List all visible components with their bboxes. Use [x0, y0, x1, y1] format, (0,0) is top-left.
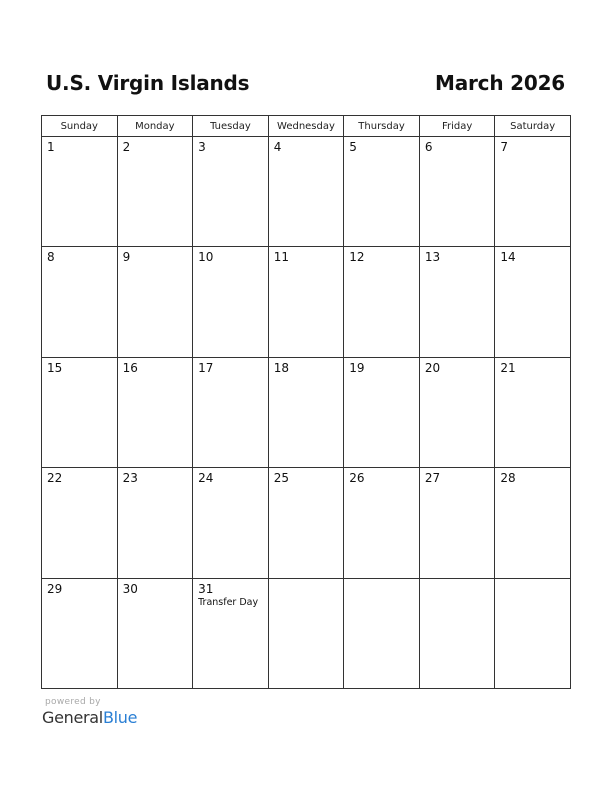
day-number: 7	[500, 140, 509, 154]
day-number	[420, 579, 495, 582]
day-cell	[117, 357, 193, 467]
day-number: 21	[500, 360, 516, 375]
day-cell	[117, 247, 193, 357]
day-cell	[419, 137, 495, 247]
day-number: 11	[273, 250, 289, 265]
day-number: 20	[424, 360, 441, 375]
day-number: 5	[349, 140, 357, 154]
day-cell	[193, 357, 269, 467]
day-number: 9	[122, 250, 131, 265]
day-number: 16	[122, 360, 138, 375]
brand-logo-general: General	[42, 708, 103, 727]
day-cell	[495, 247, 571, 357]
week-row	[42, 137, 571, 247]
day-number: 4	[273, 140, 282, 154]
day-cell	[193, 468, 269, 578]
day-cell	[344, 137, 420, 247]
day-cell	[42, 357, 118, 467]
day-cell	[268, 357, 344, 467]
week-row	[42, 468, 571, 578]
day-number: 23	[122, 471, 138, 486]
week-row	[42, 578, 571, 688]
day-number: 26	[349, 471, 365, 486]
day-number	[269, 579, 344, 582]
powered-by-text: powered by	[45, 697, 101, 707]
day-cell	[268, 247, 344, 357]
region-title: U.S. Virgin Islands	[46, 71, 250, 95]
day-cell-empty	[344, 578, 420, 688]
day-number: 12	[349, 250, 365, 265]
day-number: 6	[424, 140, 433, 154]
day-number: 28	[500, 471, 516, 486]
day-number: 31	[198, 581, 214, 596]
day-cell-empty	[419, 578, 495, 688]
day-number: 10	[198, 250, 214, 265]
day-number: 2	[122, 140, 131, 154]
day-number: 14	[500, 250, 516, 265]
day-number: 18	[273, 360, 289, 375]
day-number: 30	[122, 581, 138, 596]
calendar-grid	[41, 115, 571, 689]
weekday-header-row	[42, 116, 571, 137]
day-cell	[117, 468, 193, 578]
day-cell	[344, 247, 420, 357]
day-number	[344, 579, 419, 582]
day-cell	[344, 357, 420, 467]
weekday-header: Sunday	[42, 116, 118, 137]
day-cell	[495, 468, 571, 578]
day-cell	[268, 137, 344, 247]
day-cell	[193, 137, 269, 247]
day-cell	[419, 468, 495, 578]
day-cell	[42, 578, 118, 688]
day-number: 24	[198, 471, 214, 486]
day-cell-empty	[495, 578, 571, 688]
day-cell	[344, 468, 420, 578]
day-cell	[419, 357, 495, 467]
day-number: 3	[198, 140, 206, 154]
day-number: 13	[424, 250, 441, 265]
day-cell	[495, 357, 571, 467]
day-cell	[268, 468, 344, 578]
day-number: 19	[349, 360, 365, 375]
weekday-header: Saturday	[495, 116, 571, 137]
day-cell	[42, 468, 118, 578]
day-cell	[42, 247, 118, 357]
day-number	[495, 579, 570, 582]
day-cell	[117, 137, 193, 247]
day-cell-holiday	[193, 578, 269, 688]
day-cell	[419, 247, 495, 357]
week-row	[42, 247, 571, 357]
day-cell	[495, 137, 571, 247]
day-number: 15	[47, 360, 63, 375]
day-number: 27	[424, 471, 441, 486]
day-number: 25	[273, 471, 289, 486]
weekday-header: Monday	[117, 116, 193, 137]
weekday-header: Thursday	[344, 116, 420, 137]
weekday-header: Wednesday	[268, 116, 344, 137]
day-cell	[193, 247, 269, 357]
month-year-title: March 2026	[435, 71, 565, 95]
day-cell	[42, 137, 118, 247]
day-number: 1	[47, 140, 55, 154]
weekday-header: Friday	[419, 116, 495, 137]
day-number: 17	[198, 360, 214, 375]
brand-logo-blue: Blue	[102, 708, 138, 727]
day-number: 22	[47, 471, 63, 486]
day-number: 29	[47, 581, 63, 596]
brand-logo[interactable]	[42, 708, 137, 727]
week-row	[42, 357, 571, 467]
day-cell-empty	[268, 578, 344, 688]
holiday-label: Transfer Day	[198, 596, 259, 608]
weekday-header: Tuesday	[193, 116, 269, 137]
day-number: 8	[47, 250, 55, 265]
day-cell	[117, 578, 193, 688]
